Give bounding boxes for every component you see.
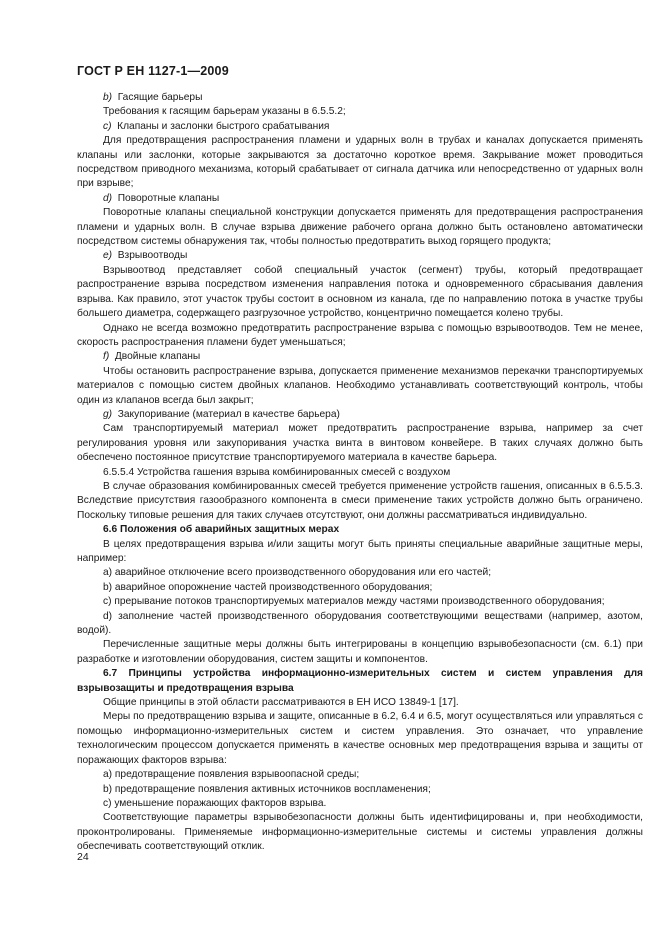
paragraph: Соответствующие параметры взрывобезопасности должны быть идентифицированы и, при необходимости, проконтролированы. Применяемые информационно-измерительные системы и системы управления должны обеспечивать соответствующий отклик.	[77, 812, 643, 853]
paragraph: Взрывоотвод представляет собой специальный участок (сегмент) трубы, который предотвращает распространение взрыва посредством изменения направления потока и одновременного сбрасывания давления взрыва. Как правило, этот участок трубы состоит в основном из канала, где по направлению потока в участке трубы большего диаметра, содержащего разгрузочное устройство, концентрично помещается колено трубы.	[77, 264, 643, 320]
document-header: ГОСТ Р ЕН 1127-1—2009	[77, 64, 229, 78]
list-item: f) Двойные клапаны	[103, 351, 201, 363]
paragraph: Для предотвращения распространения пламени и ударных волн в трубах и каналах допускается применять клапаны или заслонки, которые закрываются за достаточно короткое время. Закрывание может проводиться посредством приводного механизма, который срабатывает от сигнала датчика или непосредственно от ударных волн при взрыве;	[77, 135, 643, 190]
item-marker: d)	[103, 192, 113, 204]
paragraph: Общие принципы в этой области рассматриваются в ЕН ИСО 13849-1 [17].	[103, 697, 459, 709]
list-item: d) заполнение частей производственного оборудования соответствующими веществами (например, азотом, водой).	[77, 610, 643, 637]
list-item: c) прерывание потоков транспортируемых материалов между частями производственного оборудования;	[103, 596, 605, 608]
list-item: b) Гасящие барьеры	[103, 92, 203, 103]
list-item: g) Закупоривание (материал в качестве барьера)	[103, 408, 340, 420]
paragraph: Меры по предотвращению взрыва и защите, описанные в 6.2, 6.4 и 6.5, могут осуществляться или управляться с помощью информационно-измерительных систем и систем управления. Это означает, что управление технологическим процессом допускается применять в качестве основных мер предотвращения взрыва и защиты от поражающих факторов взрыва:	[77, 711, 643, 766]
paragraph: Требования к гасящим барьерам указаны в 6.5.5.2;	[103, 106, 346, 118]
item-marker: e)	[103, 250, 113, 262]
paragraph: Однако не всегда возможно предотвратить распространение взрыва с помощью взрывоотводов. Тем не менее, скорость распространения пламени будет уменьшаться;	[77, 322, 643, 348]
list-item: b) аварийное опорожнение частей производственного оборудования;	[103, 581, 433, 593]
list-item: a) предотвращение появления взрывоопасной среды;	[103, 769, 360, 781]
document-body	[77, 91, 643, 855]
list-item: e) Взрывоотводы	[103, 250, 188, 262]
section-heading: 6.7 Принципы устройства информационно-измерительных систем и систем управления для взрывозащиты и предотвращения взрыва	[77, 668, 643, 694]
item-marker: g)	[103, 408, 113, 420]
item-marker: f)	[103, 351, 110, 363]
paragraph: Чтобы остановить распространение взрыва, допускается применение механизмов перекачки транспортируемых материалов с помощью систем двойных клапанов. Необходимо устанавливать соответствующий контроль, чтобы один из клапанов всегда был закрыт;	[77, 365, 643, 406]
list-item: c) уменьшение поражающих факторов взрыва.	[103, 797, 327, 809]
paragraph: В случае образования комбинированных смесей требуется применение устройств гашения, описанных в 6.5.5.3. Вследствие присутствия газообразного компонента в смеси применение таких устройств должно быть ограничено. Поскольку типовые решения для таких случаев отсутствуют, они должны рассматриваться индивидуально.	[77, 480, 643, 521]
page-number: 24	[77, 851, 89, 863]
item-marker: b)	[103, 92, 113, 103]
paragraph: Перечисленные защитные меры должны быть интегрированы в концепцию взрывобезопасности (см. 6.1) при разработке и изготовлении оборудования, систем защиты и компонентов.	[77, 639, 643, 665]
section-heading: 6.6 Положения об аварийных защитных мерах	[103, 524, 340, 536]
list-item: c) Клапаны и заслонки быстрого срабатывания	[103, 120, 330, 132]
paragraph: В целях предотвращения взрыва и/или защиты могут быть приняты специальные аварийные защитные меры, например:	[77, 538, 643, 564]
list-item: d) Поворотные клапаны	[103, 192, 220, 204]
list-item: a) аварийное отключение всего производственного оборудования или его частей;	[103, 567, 492, 579]
list-item: b) предотвращение появления активных источников воспламенения;	[103, 783, 431, 795]
paragraph: Сам транспортируемый материал может предотвратить распространение взрыва, например за счет регулирования уровня или закупоривания участка винта в винтовом конвейере. В таких случаях должно быть обеспечено постоянное присутствие транспортируемого материала в качестве барьера.	[77, 423, 643, 464]
paragraph: Поворотные клапаны специальной конструкции допускается применять для предотвращения распространения пламени и ударных волн. В случае взрыва движение рабочего органа должно быть остановлено автоматически посредством системы обнаружения так, чтобы полностью предотвратить выход горящего продукта;	[77, 207, 643, 248]
subsection-heading: 6.5.5.4 Устройства гашения взрыва комбинированных смесей с воздухом	[103, 466, 451, 478]
item-marker: c)	[103, 120, 112, 132]
